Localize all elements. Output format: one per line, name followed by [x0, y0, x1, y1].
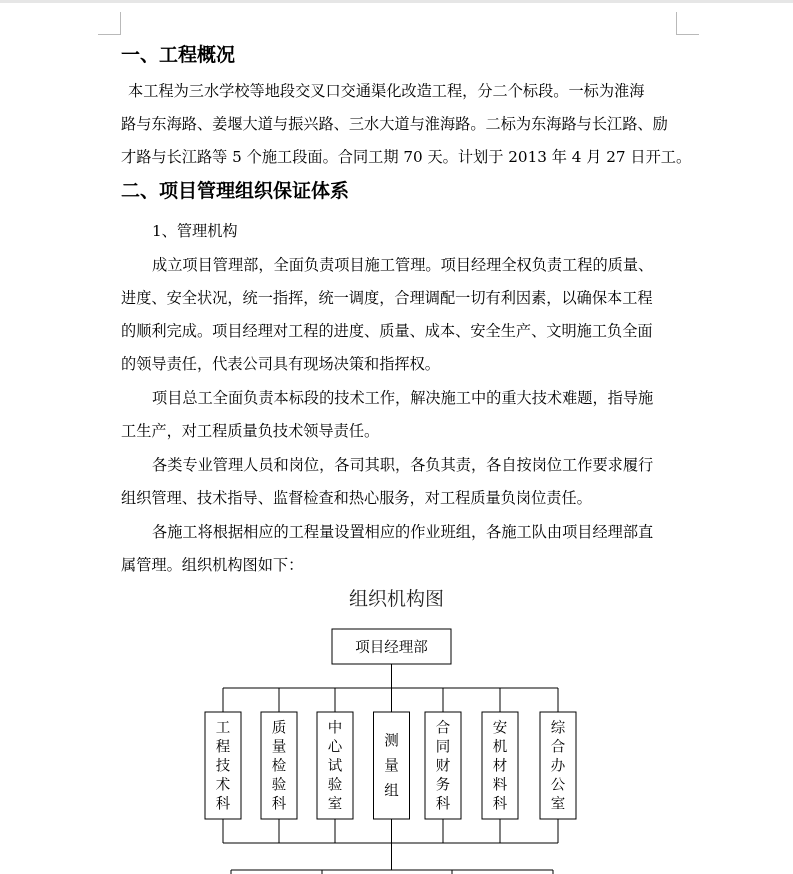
subheading-management-org: 1、管理机构: [152, 222, 238, 240]
para4-line-1: 各类专业管理人员和岗位，各司其职，各负其责，各自按岗位工作要求履行: [152, 456, 654, 474]
para4-line-2: 组织管理、技术指导、监督检查和热心服务，对工程质量负岗位责任。: [121, 489, 592, 507]
para2-line-2: 进度、安全状况，统一指挥，统一调度，合理调配一切有利因素，以确保本工程: [121, 289, 653, 307]
para1-line-3: 才路与长江路等 5 个施工段面。合同工期 70 天。计划于 2013 年 4 月 27 日开工。: [121, 148, 692, 166]
org-dept-label: 综合办公室: [550, 720, 566, 813]
org-chart-title: 组织机构图: [348, 588, 444, 610]
heading-project-overview: 一、工程概况: [121, 44, 236, 66]
para3-line-2: 工生产，对工程质量负技术领导责任。: [121, 422, 380, 440]
org-dept-label: 中心试验室: [327, 720, 343, 813]
para5-line-2: 属管理。组织机构图如下：: [121, 556, 304, 574]
heading-management-system: 二、项目管理组织保证体系: [121, 180, 350, 202]
para3-line-1: 项目总工全面负责本标段的技术工作，解决施工中的重大技术难题，指导施: [152, 389, 654, 407]
org-dept-label: 合同财务科: [435, 720, 451, 813]
para2-line-4: 的领导责任，代表公司具有现场决策和指挥权。: [121, 355, 440, 373]
para5-line-1: 各施工将根据相应的工程量设置相应的作业班组，各施工队由项目经理部直: [152, 523, 654, 541]
para2-line-1: 成立项目管理部，全面负责项目施工管理。项目经理全权负责工程的质量、: [152, 256, 654, 274]
org-dept-label: 测量组: [384, 733, 399, 800]
para1-line-2: 路与东海路、姜堰大道与振兴路、三水大道与淮海路。二标为东海路与长江路、励: [121, 115, 668, 133]
org-root-label: 项目经理部: [355, 640, 428, 656]
org-dept-label: 质量检验科: [271, 720, 287, 813]
org-dept-label: 工程技术科: [215, 720, 231, 813]
org-departments: [205, 688, 576, 843]
para1-line-1: 本工程为三水学校等地段交叉口交通渠化改造工程，分二个标段。一标为淮海: [128, 82, 645, 100]
org-dept-label: 安机材料科: [492, 720, 508, 813]
para2-line-3: 的顺利完成。项目经理对工程的进度、质量、成本、安全生产、文明施工负全面: [121, 322, 653, 340]
